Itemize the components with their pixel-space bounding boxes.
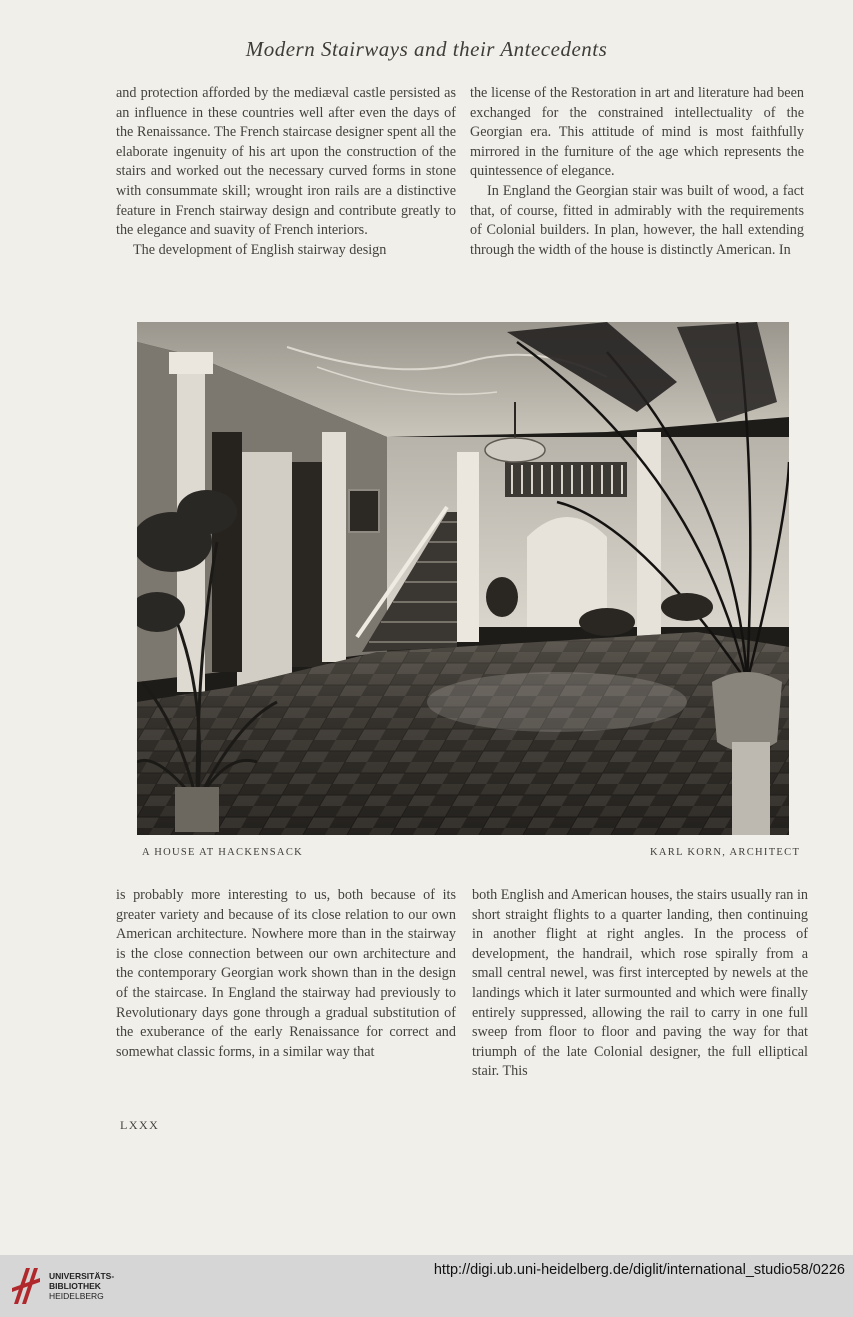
column-bottom-right (472, 886, 808, 1082)
library-name (49, 1271, 114, 1301)
library-logo-icon (10, 1264, 44, 1308)
source-url-link[interactable]: http://digi.ub.uni-heidelberg.de/diglit/international_studio58/0226 (433, 1262, 845, 1278)
column-bottom-left (116, 886, 456, 1062)
running-head: Modern Stairways and their Antecedents (245, 37, 608, 61)
library-line-2: BIBLIOTHEK (49, 1281, 101, 1291)
paragraph: the license of the Restoration in art and literature had been exchanged for the constrained intellectuality of the Georgian era. This attitude of mind is most faithfully mirrored in the furniture of the age which represents the quintessence of elegance. (470, 85, 804, 180)
figure-caption-right: KARL KORN, ARCHITECT (650, 847, 801, 858)
figure-caption-left: A HOUSE AT HACKENSACK (142, 847, 304, 858)
library-line-1: UNIVERSITÄTS- (49, 1271, 115, 1281)
paragraph: and protection afforded by the mediæval castle persisted as an influence in these countries well after even the days of the Renaissance. The French staircase designer spent all the elaborate ingenuity of his art upon the construction of the stairs and worked out the necessary curved forms in stone with consummate skill; wrought iron rails are a distinctive feature in French stairway design and contribute greatly to the elegance and suavity of French interiors. (116, 85, 456, 239)
paragraph: The development of English stairway design (133, 241, 387, 258)
page-number: LXXX (120, 1118, 160, 1132)
column-top-left (116, 84, 456, 260)
paragraph: In England the Georgian stair was built of wood, a fact that, of course, fitted in admirably with the requirements of Colonial builders. In plan, however, the hall extending through the width of the house is distinctly American. In (470, 182, 804, 258)
paragraph: is probably more interesting to us, both because of its greater variety and because of its close relation to our own American architecture. Nowhere more than in the stairway is the close connection between our own architecture and the contemporary Georgian work shown than in the design of the staircase. In England the stairway had previously to Revolutionary days gone through a gradual substitution of the exuberance of the early Renaissance for correct and somewhat classic forms, in a similar way that (116, 887, 456, 1060)
paragraph: both English and American houses, the stairs usually ran in short straight flights to a quarter landing, then continuing in another flight at right angles. In the process of development, the handrail, which rose spirally from a small central newel, was first intercepted by newels at the landings which it later surmounted and which were finally entirely suppressed, allowing the rail to carry in one full sweep from floor to floor and paving the way for that triumph of the late Colonial designer, the full elliptical stair. This (472, 887, 808, 1080)
column-top-right (470, 84, 804, 260)
hall-photograph (137, 322, 789, 835)
library-line-3: HEIDELBERG (49, 1291, 104, 1301)
